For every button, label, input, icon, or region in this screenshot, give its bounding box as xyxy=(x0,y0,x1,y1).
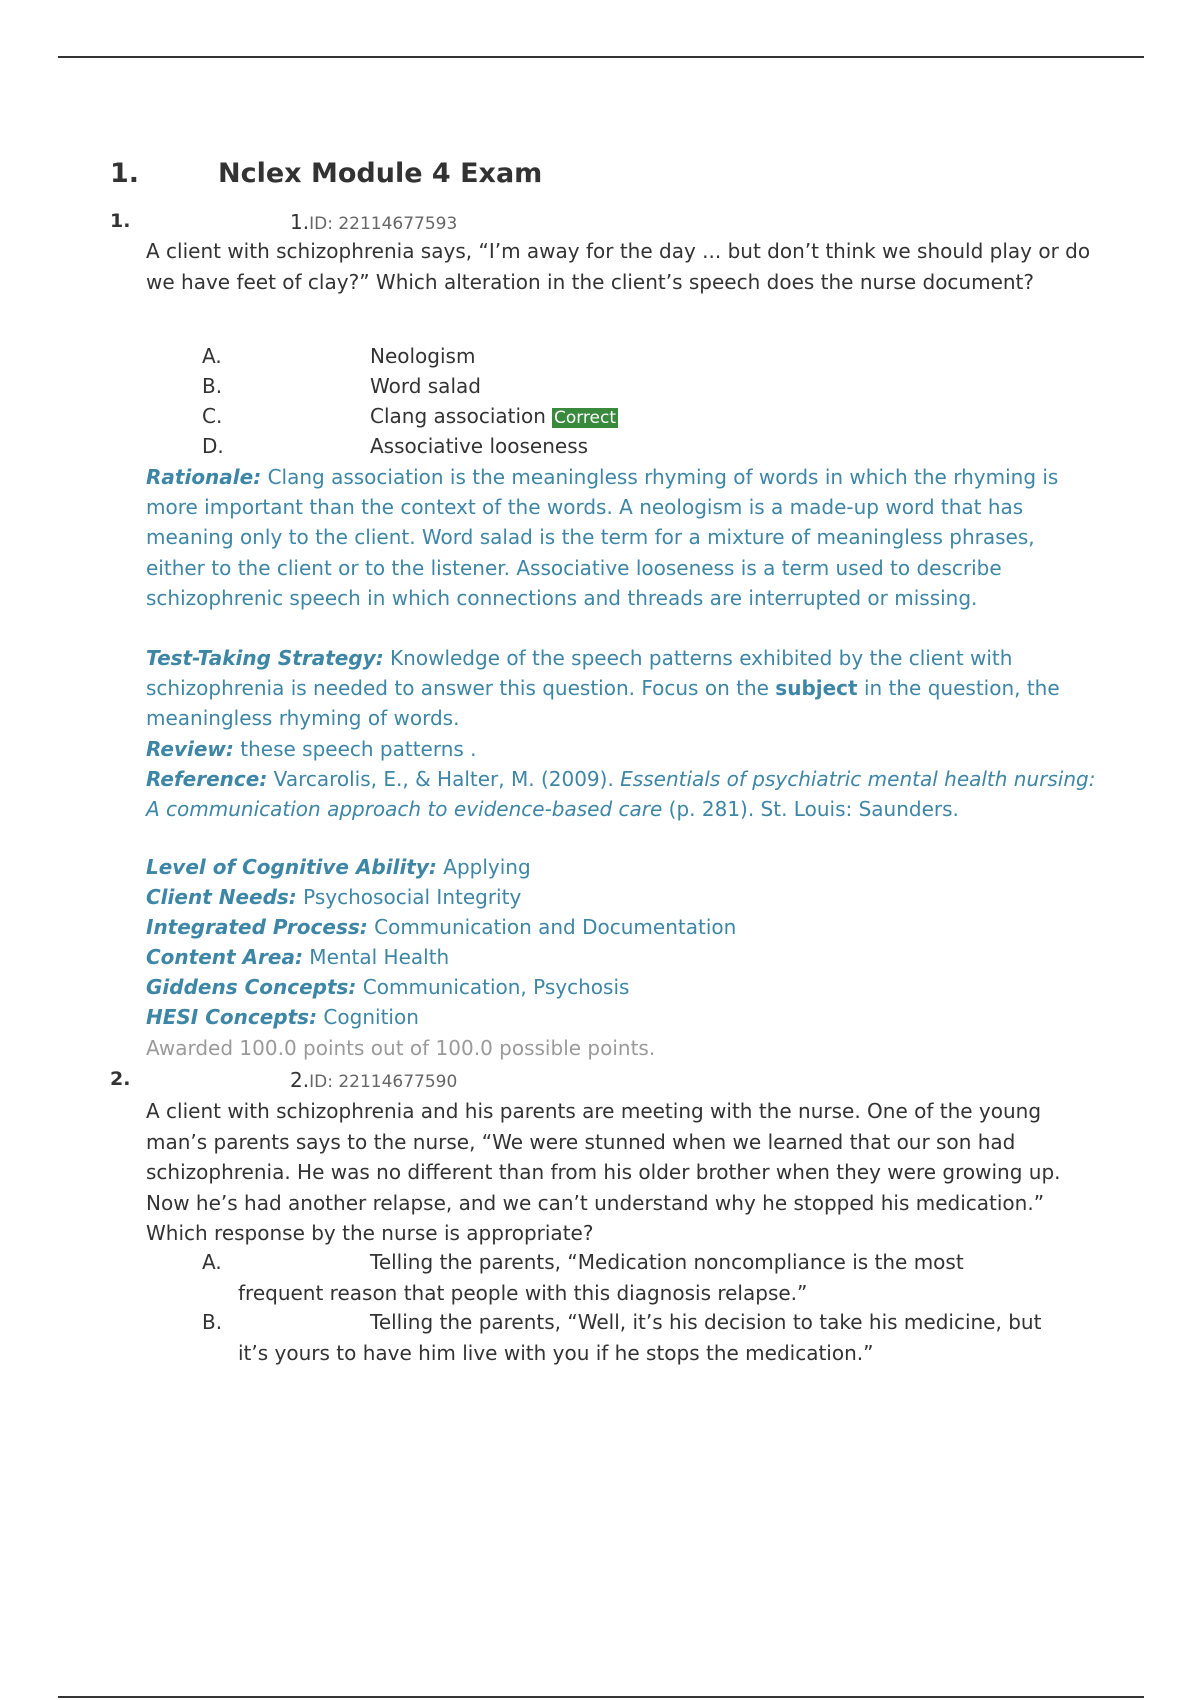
q1-rationale: Rationale: Clang association is the meaningless rhyming of words in which the rhyming is more important than the context of the words. A neologism is a made-up word that has meaning only to the client. Word salad is the term for a mixture of meaningless phrases, either to the client or to the listener. Associative looseness is a term used to describe schizophrenic speech in which connections and threads are interrupted or missing. xyxy=(146,465,1059,610)
q1-awarded-points: Awarded 100.0 points out of 100.0 possible points. xyxy=(146,1036,656,1060)
correct-badge: Correct xyxy=(553,408,617,428)
q2-stem: A client with schizophrenia and his parents are meeting with the nurse. One of the young man’s parents says to the nurse, “We were stunned when we learned that our son had schizophrenia. He was no different than from his older brother when they were growing up. Now he’s had another relapse, and we can’t understand why he stopped his medication.” Which response by the nurse is appropriate? xyxy=(146,1099,1061,1245)
q1-meta-hesi-concepts: HESI Concepts: Cognition xyxy=(146,1005,419,1029)
q1-meta-giddens-concepts: Giddens Concepts: Communication, Psychosis xyxy=(146,975,630,999)
q1-meta-cognitive-ability: Level of Cognitive Ability: Applying xyxy=(146,855,531,879)
bottom-rule xyxy=(58,1696,1144,1698)
q2-number: 2. xyxy=(110,1068,131,1090)
q1-meta-integrated-process: Integrated Process: Communication and Documentation xyxy=(146,915,737,939)
q1-strategy: Test-Taking Strategy: Knowledge of the speech patterns exhibited by the client with schizophrenia is needed to answer this question. Focus on the subject in the question, the meaningless rhyming of words. xyxy=(146,646,1060,731)
q1-stem: A client with schizophrenia says, “I’m away for the day ... but don’t think we should play or do we have feet of clay?” Which alteration in the client’s speech does the nurse document? xyxy=(146,239,1091,294)
q2-option-b: B. Telling the parents, “Well, it’s his decision to take his medicine, but it’s yours to have him live with you if he stops the medication.” xyxy=(202,1310,1042,1365)
q1-reference: Reference: Varcarolis, E., & Halter, M. (2009). Essentials of psychiatric mental health nursing: A communication approach to evidence-based care (p. 281). St. Louis: Saunders. xyxy=(146,767,1096,822)
q1-meta-content-area: Content Area: Mental Health xyxy=(146,945,450,969)
exam-number: 1. xyxy=(110,158,140,189)
exam-title: Nclex Module 4 Exam xyxy=(218,158,543,189)
q1-review: Review: these speech patterns . xyxy=(146,737,477,761)
top-rule xyxy=(58,56,1144,58)
q1-number: 1. xyxy=(110,210,131,232)
q1-id: 1.ID: 22114677593 xyxy=(290,210,458,234)
q2-option-a: A. Telling the parents, “Medication noncompliance is the most frequent reason that people with this diagnosis relapse.” xyxy=(202,1250,964,1305)
q2-id: 2.ID: 22114677590 xyxy=(290,1068,458,1092)
q1-meta-client-needs: Client Needs: Psychosocial Integrity xyxy=(146,885,522,909)
